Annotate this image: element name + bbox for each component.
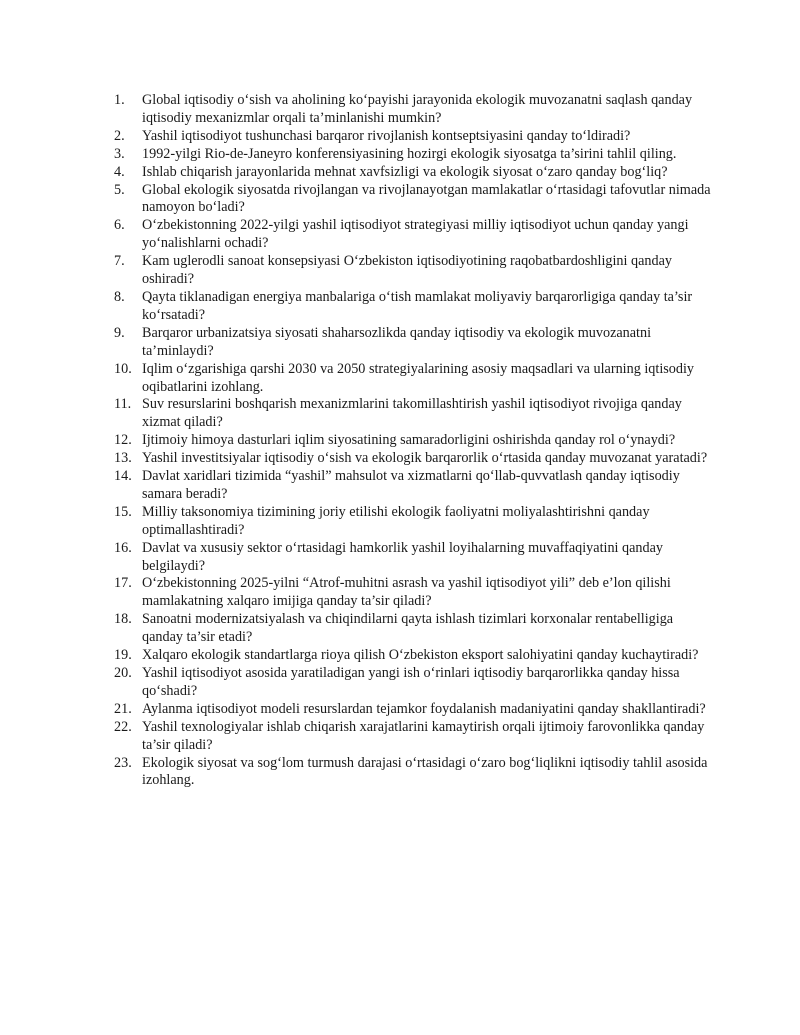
question-number: 3.	[114, 145, 125, 162]
question-text: Global iqtisodiy o‘sish va aholining ko‘payishi jarayonida ekologik muvozanatni saqlash qanday iqtisodiy mexanizmlar orqali ta’minlanishi mumkin?	[142, 92, 693, 126]
question-number: 12.	[114, 432, 132, 449]
question-item	[114, 540, 714, 576]
question-number: 9.	[114, 324, 125, 341]
question-item	[114, 450, 714, 468]
question-item	[114, 146, 714, 164]
question-text: Yashil iqtisodiyot asosida yaratiladigan yangi ish o‘rinlari iqtisodiy barqarorlikka qanday hissa qo‘shadi?	[142, 665, 680, 699]
question-number: 4.	[114, 163, 125, 180]
question-number: 18.	[114, 611, 132, 628]
question-text: Qayta tiklanadigan energiya manbalariga o‘tish mamlakat moliyaviy barqarorligiga qanday ta’sir ko‘rsatadi?	[142, 288, 693, 323]
question-text: O‘zbekistonning 2022-yilgi yashil iqtisodiyot strategiyasi milliy iqtisodiyot uchun qanday yangi yo‘nalishlarni ochadi?	[142, 217, 689, 252]
question-item	[114, 665, 714, 701]
question-item	[114, 325, 714, 361]
question-item	[114, 432, 714, 450]
question-number: 19.	[114, 647, 132, 664]
question-text: Global ekologik siyosatda rivojlangan va rivojlanayotgan mamlakatlar o‘rtasidagi tafovutlar nimada namoyon bo‘ladi?	[142, 181, 711, 216]
question-text: Ijtimoiy himoya dasturlari iqlim siyosatining samaradorligini oshirishda qanday rol o‘ynaydi?	[142, 432, 676, 449]
question-number: 21.	[114, 700, 132, 717]
question-number: 1.	[114, 92, 125, 108]
question-text: 1992-yilgi Rio-de-Janeyro konferensiyasining hozirgi ekologik siyosatga ta’sirini tahlil qiling.	[142, 145, 677, 162]
question-item	[114, 504, 714, 540]
question-item	[114, 611, 714, 647]
question-item	[114, 217, 714, 253]
question-text: Kam uglerodli sanoat konsepsiyasi O‘zbekiston iqtisodiyotining raqobatbardoshligini qanday oshiradi?	[142, 253, 672, 288]
question-item	[114, 755, 714, 791]
question-number: 7.	[114, 253, 125, 270]
question-number: 14.	[114, 468, 132, 485]
question-number: 23.	[114, 754, 132, 771]
question-text: Iqlim o‘zgarishiga qarshi 2030 va 2050 strategiyalarining asosiy maqsadlari va ularning iqtisodiy oqibatlarini izohlang.	[142, 360, 695, 395]
question-text: Milliy taksonomiya tizimining joriy etilishi ekologik faoliyatni moliyalashtirishni qanday optimallashtiradi?	[142, 503, 650, 538]
question-item	[114, 468, 714, 504]
question-text: Barqaror urbanizatsiya siyosati shaharsozlikda qanday iqtisodiy va ekologik muvozanatni ta’minlaydi?	[142, 324, 652, 359]
question-item	[114, 719, 714, 755]
question-text: Sanoatni modernizatsiyalash va chiqindilarni qayta ishlash tizimlari korxonalar rentabelligiga qanday ta’sir etadi?	[142, 611, 674, 646]
question-text: Suv resurslarini boshqarish mexanizmlarini takomillashtirish yashil iqtisodiyot rivojiga qanday xizmat qiladi?	[142, 396, 682, 431]
question-text: Davlat va xususiy sektor o‘rtasidagi hamkorlik yashil loyihalarning muvaffaqiyatini qanday belgilaydi?	[142, 539, 664, 574]
question-number: 8.	[114, 288, 125, 305]
question-text: Yashil investitsiyalar iqtisodiy o‘sish va ekologik barqarorlik o‘rtasida qanday muvozanat yaratadi?	[142, 450, 708, 467]
question-number: 15.	[114, 503, 132, 520]
question-text: Ishlab chiqarish jarayonlarida mehnat xavfsizligi va ekologik siyosat o‘zaro qanday bog‘liq?	[142, 163, 668, 180]
question-number: 13.	[114, 450, 132, 467]
question-item	[114, 128, 714, 146]
question-list	[114, 92, 714, 790]
question-item	[114, 396, 714, 432]
question-item	[114, 182, 714, 218]
question-number: 22.	[114, 718, 132, 735]
question-item	[114, 253, 714, 289]
question-item	[114, 575, 714, 611]
question-item	[114, 361, 714, 397]
question-number: 10.	[114, 360, 132, 377]
question-text: Yashil texnologiyalar ishlab chiqarish xarajatlarini kamaytirish orqali ijtimoiy farovonlikka qanday ta’sir qiladi?	[142, 718, 705, 753]
question-number: 2.	[114, 127, 125, 144]
question-text: O‘zbekistonning 2025-yilni “Atrof-muhitni asrash va yashil iqtisodiyot yili” deb e’lon qilishi mamlakatning xalqaro imijiga qanday ta’sir qiladi?	[142, 575, 671, 610]
question-number: 20.	[114, 665, 132, 681]
question-item	[114, 289, 714, 325]
question-text: Xalqaro ekologik standartlarga rioya qilish O‘zbekiston eksport salohiyatini qanday kuchaytiradi?	[142, 647, 699, 664]
question-text: Davlat xaridlari tizimida “yashil” mahsulot va xizmatlarni qo‘llab-quvvatlash qanday iqtisodiy samara beradi?	[142, 468, 680, 502]
question-number: 6.	[114, 217, 125, 234]
question-item	[114, 701, 714, 719]
question-text: Yashil iqtisodiyot tushunchasi barqaror rivojlanish kontseptsiyasini qanday to‘ldiradi?	[142, 127, 631, 144]
question-item	[114, 647, 714, 665]
question-number: 17.	[114, 575, 132, 592]
question-number: 11.	[114, 396, 132, 413]
question-item	[114, 92, 714, 128]
question-item	[114, 164, 714, 182]
question-number: 5.	[114, 181, 125, 198]
question-number: 16.	[114, 539, 132, 556]
question-text: Aylanma iqtisodiyot modeli resurslardan tejamkor foydalanish madaniyatini qanday shakllantiradi?	[142, 700, 706, 717]
question-text: Ekologik siyosat va sog‘lom turmush darajasi o‘rtasidagi o‘zaro bog‘liqlikni iqtisodiy tahlil asosida izohlang.	[142, 754, 708, 789]
